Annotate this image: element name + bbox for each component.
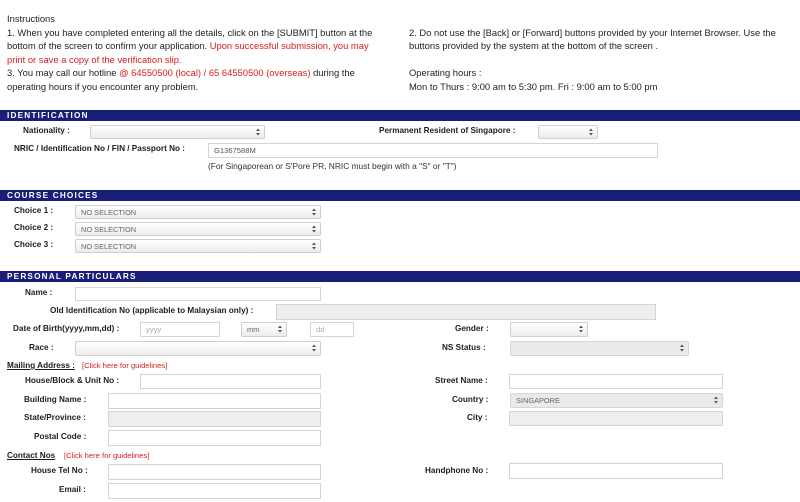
nationality-select[interactable] [90, 125, 265, 139]
select-arrows-icon [255, 127, 261, 137]
operating-hours-label: Operating hours : [409, 67, 482, 79]
contact-guidelines-link[interactable]: [Click here for guidelines] [64, 451, 150, 460]
dob-label: Date of Birth(yyyy,mm,dd) : [13, 324, 120, 333]
country-select[interactable] [510, 393, 723, 408]
gender-select[interactable] [510, 322, 588, 337]
dob-month-select[interactable] [241, 322, 287, 337]
choice-2-select[interactable] [75, 222, 321, 236]
ns-status-label: NS Status : [442, 343, 486, 352]
choice-2-value: NO SELECTION [81, 225, 137, 234]
instruction-2-line-a: 2. Do not use the [Back] or [Forward] buttons provided by your Internet Browser. Use the [409, 26, 776, 38]
dob-year-placeholder: yyyy [146, 325, 162, 334]
instruction-1-warning-2: print or save a copy of the verification slip. [7, 53, 182, 65]
house-block-label: House/Block & Unit No : [25, 376, 120, 385]
building-name-input[interactable] [108, 393, 321, 409]
choice-2-label: Choice 2 : [14, 223, 54, 232]
nric-input[interactable] [208, 143, 658, 158]
postal-code-label: Postal Code : [34, 432, 87, 441]
instruction-3-row [7, 66, 397, 80]
city-label: City : [467, 413, 488, 422]
country-value: SINGAPORE [516, 396, 560, 405]
personal-particulars-header [0, 271, 800, 282]
state-province-label: State/Province : [24, 413, 86, 422]
house-tel-input[interactable] [108, 464, 321, 480]
house-tel-label: House Tel No : [31, 466, 88, 475]
dob-year-input[interactable] [140, 322, 220, 337]
old-id-input[interactable] [276, 304, 656, 320]
select-arrows-icon [311, 224, 317, 234]
course-choices-header [0, 190, 800, 201]
operating-hours-text: Mon to Thurs : 9:00 am to 5:30 pm. Fri : 9:00 am to 5:00 pm [409, 80, 658, 92]
country-label: Country : [452, 395, 489, 404]
pr-label: Permanent Resident of Singapore : [379, 126, 516, 135]
select-arrows-icon [311, 241, 317, 251]
instruction-3-line-a: 3. You may call our hotline [7, 67, 117, 79]
select-arrows-icon [713, 395, 719, 405]
select-arrows-icon [311, 207, 317, 217]
nric-label: NRIC / Identification No / FIN / Passport No : [14, 144, 186, 153]
mailing-guidelines-link[interactable]: [Click here for guidelines] [82, 361, 168, 370]
nationality-label: Nationality : [23, 126, 70, 135]
nric-note: (For Singaporean or S'Pore PR, NRIC must begin with a "S" or "T") [208, 161, 457, 171]
state-province-input[interactable] [108, 411, 321, 427]
race-select[interactable] [75, 341, 321, 356]
instruction-3-line-b: during the [313, 67, 355, 79]
mailing-address-label: Mailing Address : [7, 361, 75, 370]
contact-nos-label: Contact Nos [7, 451, 56, 460]
choice-1-value: NO SELECTION [81, 208, 137, 217]
nric-value: G1367588M [214, 146, 256, 155]
handphone-input[interactable] [509, 463, 723, 479]
race-label: Race : [29, 343, 54, 352]
choice-1-select[interactable] [75, 205, 321, 219]
instruction-1-line-b: bottom of the screen to confirm your application. [7, 40, 208, 52]
identification-header-title: IDENTIFICATION [7, 111, 89, 120]
select-arrows-icon [277, 324, 283, 334]
name-input[interactable] [75, 287, 321, 301]
instructions-right [409, 26, 799, 94]
gender-label: Gender : [455, 324, 489, 333]
postal-code-input[interactable] [108, 430, 321, 446]
choice-3-label: Choice 3 : [14, 240, 54, 249]
dob-month-placeholder: mm [247, 325, 260, 334]
building-name-label: Building Name : [24, 395, 87, 404]
select-arrows-icon [578, 324, 584, 334]
house-block-input[interactable] [140, 374, 321, 389]
identification-header [0, 110, 800, 121]
choice-1-label: Choice 1 : [14, 206, 54, 215]
ns-status-select[interactable] [510, 341, 689, 356]
course-choices-header-title: COURSE CHOICES [7, 191, 99, 200]
instruction-1-warning: Upon successful submission, you may [209, 40, 369, 52]
personal-particulars-header-title: PERSONAL PARTICULARS [7, 272, 137, 281]
instructions-left [7, 12, 397, 94]
name-label: Name : [25, 288, 53, 297]
email-input[interactable] [108, 483, 321, 499]
select-arrows-icon [588, 127, 594, 137]
street-name-label: Street Name : [435, 376, 488, 385]
dob-day-placeholder: dd [316, 325, 325, 334]
instruction-2-line-b: buttons provided by the system at the bottom of the screen . [409, 40, 659, 52]
old-id-label: Old Identification No (applicable to Malaysian only) : [50, 306, 254, 315]
select-arrows-icon [679, 343, 685, 353]
street-name-input[interactable] [509, 374, 723, 389]
instruction-1-line-a: 1. When you have completed entering all the details, click on the [SUBMIT] button at the [7, 26, 373, 38]
instructions-title: Instructions [7, 13, 55, 24]
select-arrows-icon [311, 343, 317, 353]
instruction-3-line-c: operating hours if you encounter any problem. [7, 80, 199, 92]
hotline-number: @ 64550500 (local) / 65 64550500 (overseas) [119, 67, 311, 79]
instruction-1-line-b-row [7, 39, 397, 53]
handphone-label: Handphone No : [425, 466, 489, 475]
dob-day-input[interactable] [310, 322, 354, 337]
choice-3-select[interactable] [75, 239, 321, 253]
pr-select[interactable] [538, 125, 598, 139]
choice-3-value: NO SELECTION [81, 242, 137, 251]
city-input[interactable] [509, 411, 723, 426]
email-label: Email : [59, 485, 86, 494]
